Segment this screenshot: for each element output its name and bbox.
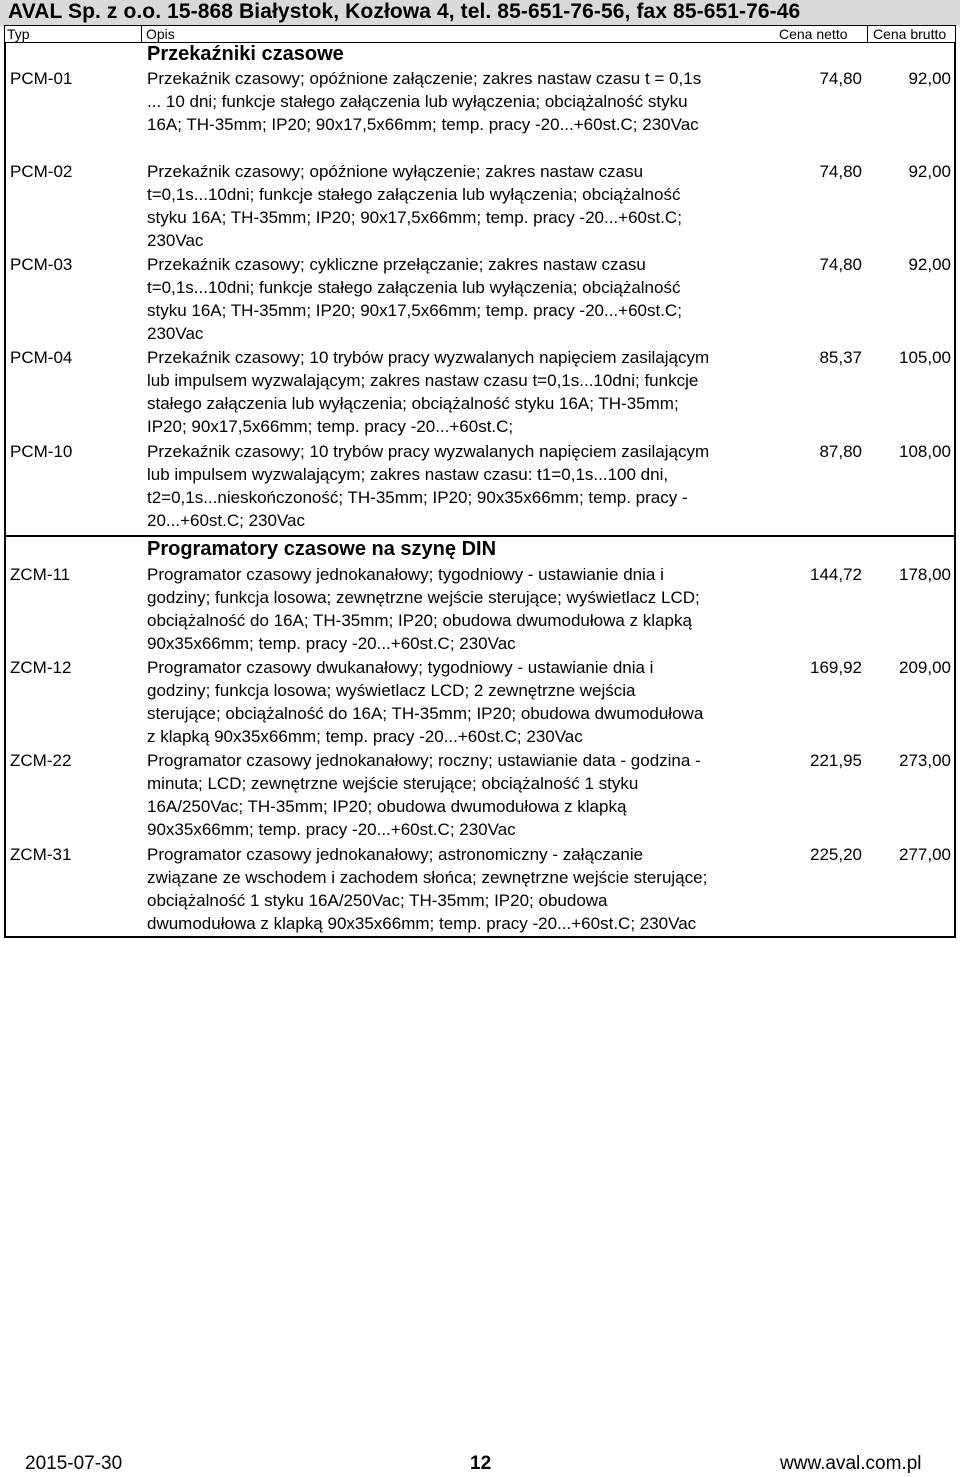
description-line: Programator czasowy jednokanałowy; astronomiczny - załączanie xyxy=(147,845,644,864)
column-divider xyxy=(867,26,868,42)
description-line: sterujące; obciążalność do 16A; TH-35mm; IP20; obudowa dwumodułowa xyxy=(147,704,704,723)
gross-price: 273,00 xyxy=(899,751,951,770)
description-line: t=0,1s...10dni; funkcje stałego załączenia lub wyłączenia; obciążalność xyxy=(147,185,681,204)
description-line: Przekaźnik czasowy; opóźnione załączenie; zakres nastaw czasu t = 0,1s xyxy=(147,69,702,88)
net-price: 85,37 xyxy=(819,348,862,367)
table-row xyxy=(6,346,954,438)
net-price: 74,80 xyxy=(819,162,862,181)
description-line: związane ze wschodem i zachodem słońca; zewnętrzne wejście sterujące; xyxy=(147,868,708,887)
column-header-net: Cena netto xyxy=(779,26,848,42)
table-row xyxy=(6,563,954,655)
product-code: ZCM-12 xyxy=(10,658,72,677)
product-description xyxy=(147,67,787,136)
gross-price: 209,00 xyxy=(899,658,951,677)
product-description xyxy=(147,346,787,438)
net-price: 225,20 xyxy=(810,845,862,864)
net-price: 74,80 xyxy=(819,69,862,88)
description-line: Programator czasowy jednokanałowy; tygodniowy - ustawianie dnia i xyxy=(147,565,664,584)
gross-price: 92,00 xyxy=(908,69,951,88)
product-code: ZCM-22 xyxy=(10,751,72,770)
document-header xyxy=(0,0,960,26)
description-line: obciążalność do 16A; TH-35mm; IP20; obudowa dwumodułowa z klapką xyxy=(147,611,692,630)
section-title: Programatory czasowe na szynę DIN xyxy=(147,538,497,560)
description-line: z klapką 90x35x66mm; temp. pracy -20...+60st.C; 230Vac xyxy=(147,727,583,746)
description-line: godziny; funkcja losowa; wyświetlacz LCD; 2 zewnętrzne wejścia xyxy=(147,681,636,700)
product-description xyxy=(147,749,787,841)
product-description xyxy=(147,253,787,345)
description-line: lub impulsem wyzwalającym; zakres nastaw czasu t=0,1s...10dni; funkcje xyxy=(147,371,699,390)
description-line: Przekaźnik czasowy; 10 trybów pracy wyzwalanych napięciem zasilającym xyxy=(147,442,710,461)
description-line: lub impulsem wyzwalającym; zakres nastaw czasu: t1=0,1s...100 dni, xyxy=(147,465,669,484)
column-divider xyxy=(141,26,142,42)
net-price: 74,80 xyxy=(819,255,862,274)
net-price: 221,95 xyxy=(810,751,862,770)
table-row xyxy=(6,843,954,935)
column-header-gross: Cena brutto xyxy=(873,26,947,42)
footer-page-number: 12 xyxy=(470,1453,492,1474)
product-code: ZCM-11 xyxy=(10,565,71,584)
table-row xyxy=(6,656,954,748)
description-line: 90x35x66mm; temp. pracy -20...+60st.C; 230Vac xyxy=(147,634,516,653)
table-row xyxy=(6,67,954,159)
section-title: Przekaźniki czasowe xyxy=(147,43,344,65)
product-description xyxy=(147,440,787,532)
column-header-row xyxy=(4,25,956,43)
table-row xyxy=(6,160,954,252)
description-line: dwumodułowa z klapką 90x35x66mm; temp. pracy -20...+60st.C; 230Vac xyxy=(147,914,697,933)
price-table xyxy=(4,42,956,938)
table-row xyxy=(6,749,954,841)
description-line: 230Vac xyxy=(147,231,204,250)
gross-price: 178,00 xyxy=(899,565,951,584)
description-line: godziny; funkcja losowa; zewnętrzne wejście sterujące; wyświetlacz LCD; xyxy=(147,588,700,607)
product-description xyxy=(147,563,787,655)
gross-price: 92,00 xyxy=(908,162,951,181)
description-line: IP20; 90x17,5x66mm; temp. pracy -20...+60st.C; xyxy=(147,417,514,436)
net-price: 169,92 xyxy=(810,658,862,677)
gross-price: 108,00 xyxy=(899,442,951,461)
product-code: PCM-03 xyxy=(10,255,73,274)
product-description xyxy=(147,843,787,935)
description-line: 230Vac xyxy=(147,324,204,343)
description-line: t2=0,1s...nieskończoność; TH-35mm; IP20; 90x35x66mm; temp. pracy - xyxy=(147,488,688,507)
description-line: 16A; TH-35mm; IP20; 90x17,5x66mm; temp. pracy -20...+60st.C; 230Vac xyxy=(147,115,699,134)
table-row xyxy=(6,440,954,532)
description-line: 90x35x66mm; temp. pracy -20...+60st.C; 230Vac xyxy=(147,820,516,839)
net-price: 87,80 xyxy=(819,442,862,461)
footer-website: www.aval.com.pl xyxy=(780,1453,922,1474)
description-line: Przekaźnik czasowy; opóźnione wyłączenie; zakres nastaw czasu xyxy=(147,162,644,181)
description-line: obciążalność 1 styku 16A/250Vac; TH-35mm; IP20; obudowa xyxy=(147,891,608,910)
table-row xyxy=(6,253,954,345)
product-code: ZCM-31 xyxy=(10,845,72,864)
column-header-opis: Opis xyxy=(146,26,175,42)
description-line: Przekaźnik czasowy; 10 trybów pracy wyzwalanych napięciem zasilającym xyxy=(147,348,710,367)
gross-price: 277,00 xyxy=(899,845,951,864)
description-line: Programator czasowy dwukanałowy; tygodniowy - ustawianie dnia i xyxy=(147,658,654,677)
column-header-typ: Typ xyxy=(7,26,30,42)
product-description xyxy=(147,656,787,748)
gross-price: 92,00 xyxy=(908,255,951,274)
description-line: 20...+60st.C; 230Vac xyxy=(147,511,305,530)
description-line: ... 10 dni; funkcje stałego załączenia lub wyłączenia; obciążalność styku xyxy=(147,92,688,111)
description-line: stałego załączenia lub wyłączenia; obciążalność styku 16A; TH-35mm; xyxy=(147,394,679,413)
footer-date: 2015-07-30 xyxy=(25,1453,123,1474)
product-description xyxy=(147,160,787,252)
product-code: PCM-10 xyxy=(10,442,73,461)
description-line: t=0,1s...10dni; funkcje stałego załączenia lub wyłączenia; obciążalność xyxy=(147,278,681,297)
product-code: PCM-02 xyxy=(10,162,73,181)
description-line: styku 16A; TH-35mm; IP20; 90x17,5x66mm; temp. pracy -20...+60st.C; xyxy=(147,208,682,227)
product-code: PCM-01 xyxy=(10,69,73,88)
company-header-title: AVAL Sp. z o.o. 15-868 Białystok, Kozłowa 4, tel. 85-651-76-56, fax 85-651-76-46 xyxy=(8,0,801,23)
description-line: styku 16A; TH-35mm; IP20; 90x17,5x66mm; temp. pracy -20...+60st.C; xyxy=(147,301,682,320)
product-code: PCM-04 xyxy=(10,348,73,367)
description-line: 16A/250Vac; TH-35mm; IP20; obudowa dwumodułowa z klapką xyxy=(147,797,627,816)
description-line: minuta; LCD; zewnętrzne wejście sterujące; obciążalność 1 styku xyxy=(147,774,639,793)
description-line: Programator czasowy jednokanałowy; roczny; ustawianie data - godzina - xyxy=(147,751,701,770)
gross-price: 105,00 xyxy=(899,348,951,367)
net-price: 144,72 xyxy=(810,565,862,584)
description-line: Przekaźnik czasowy; cykliczne przełączanie; zakres nastaw czasu xyxy=(147,255,646,274)
